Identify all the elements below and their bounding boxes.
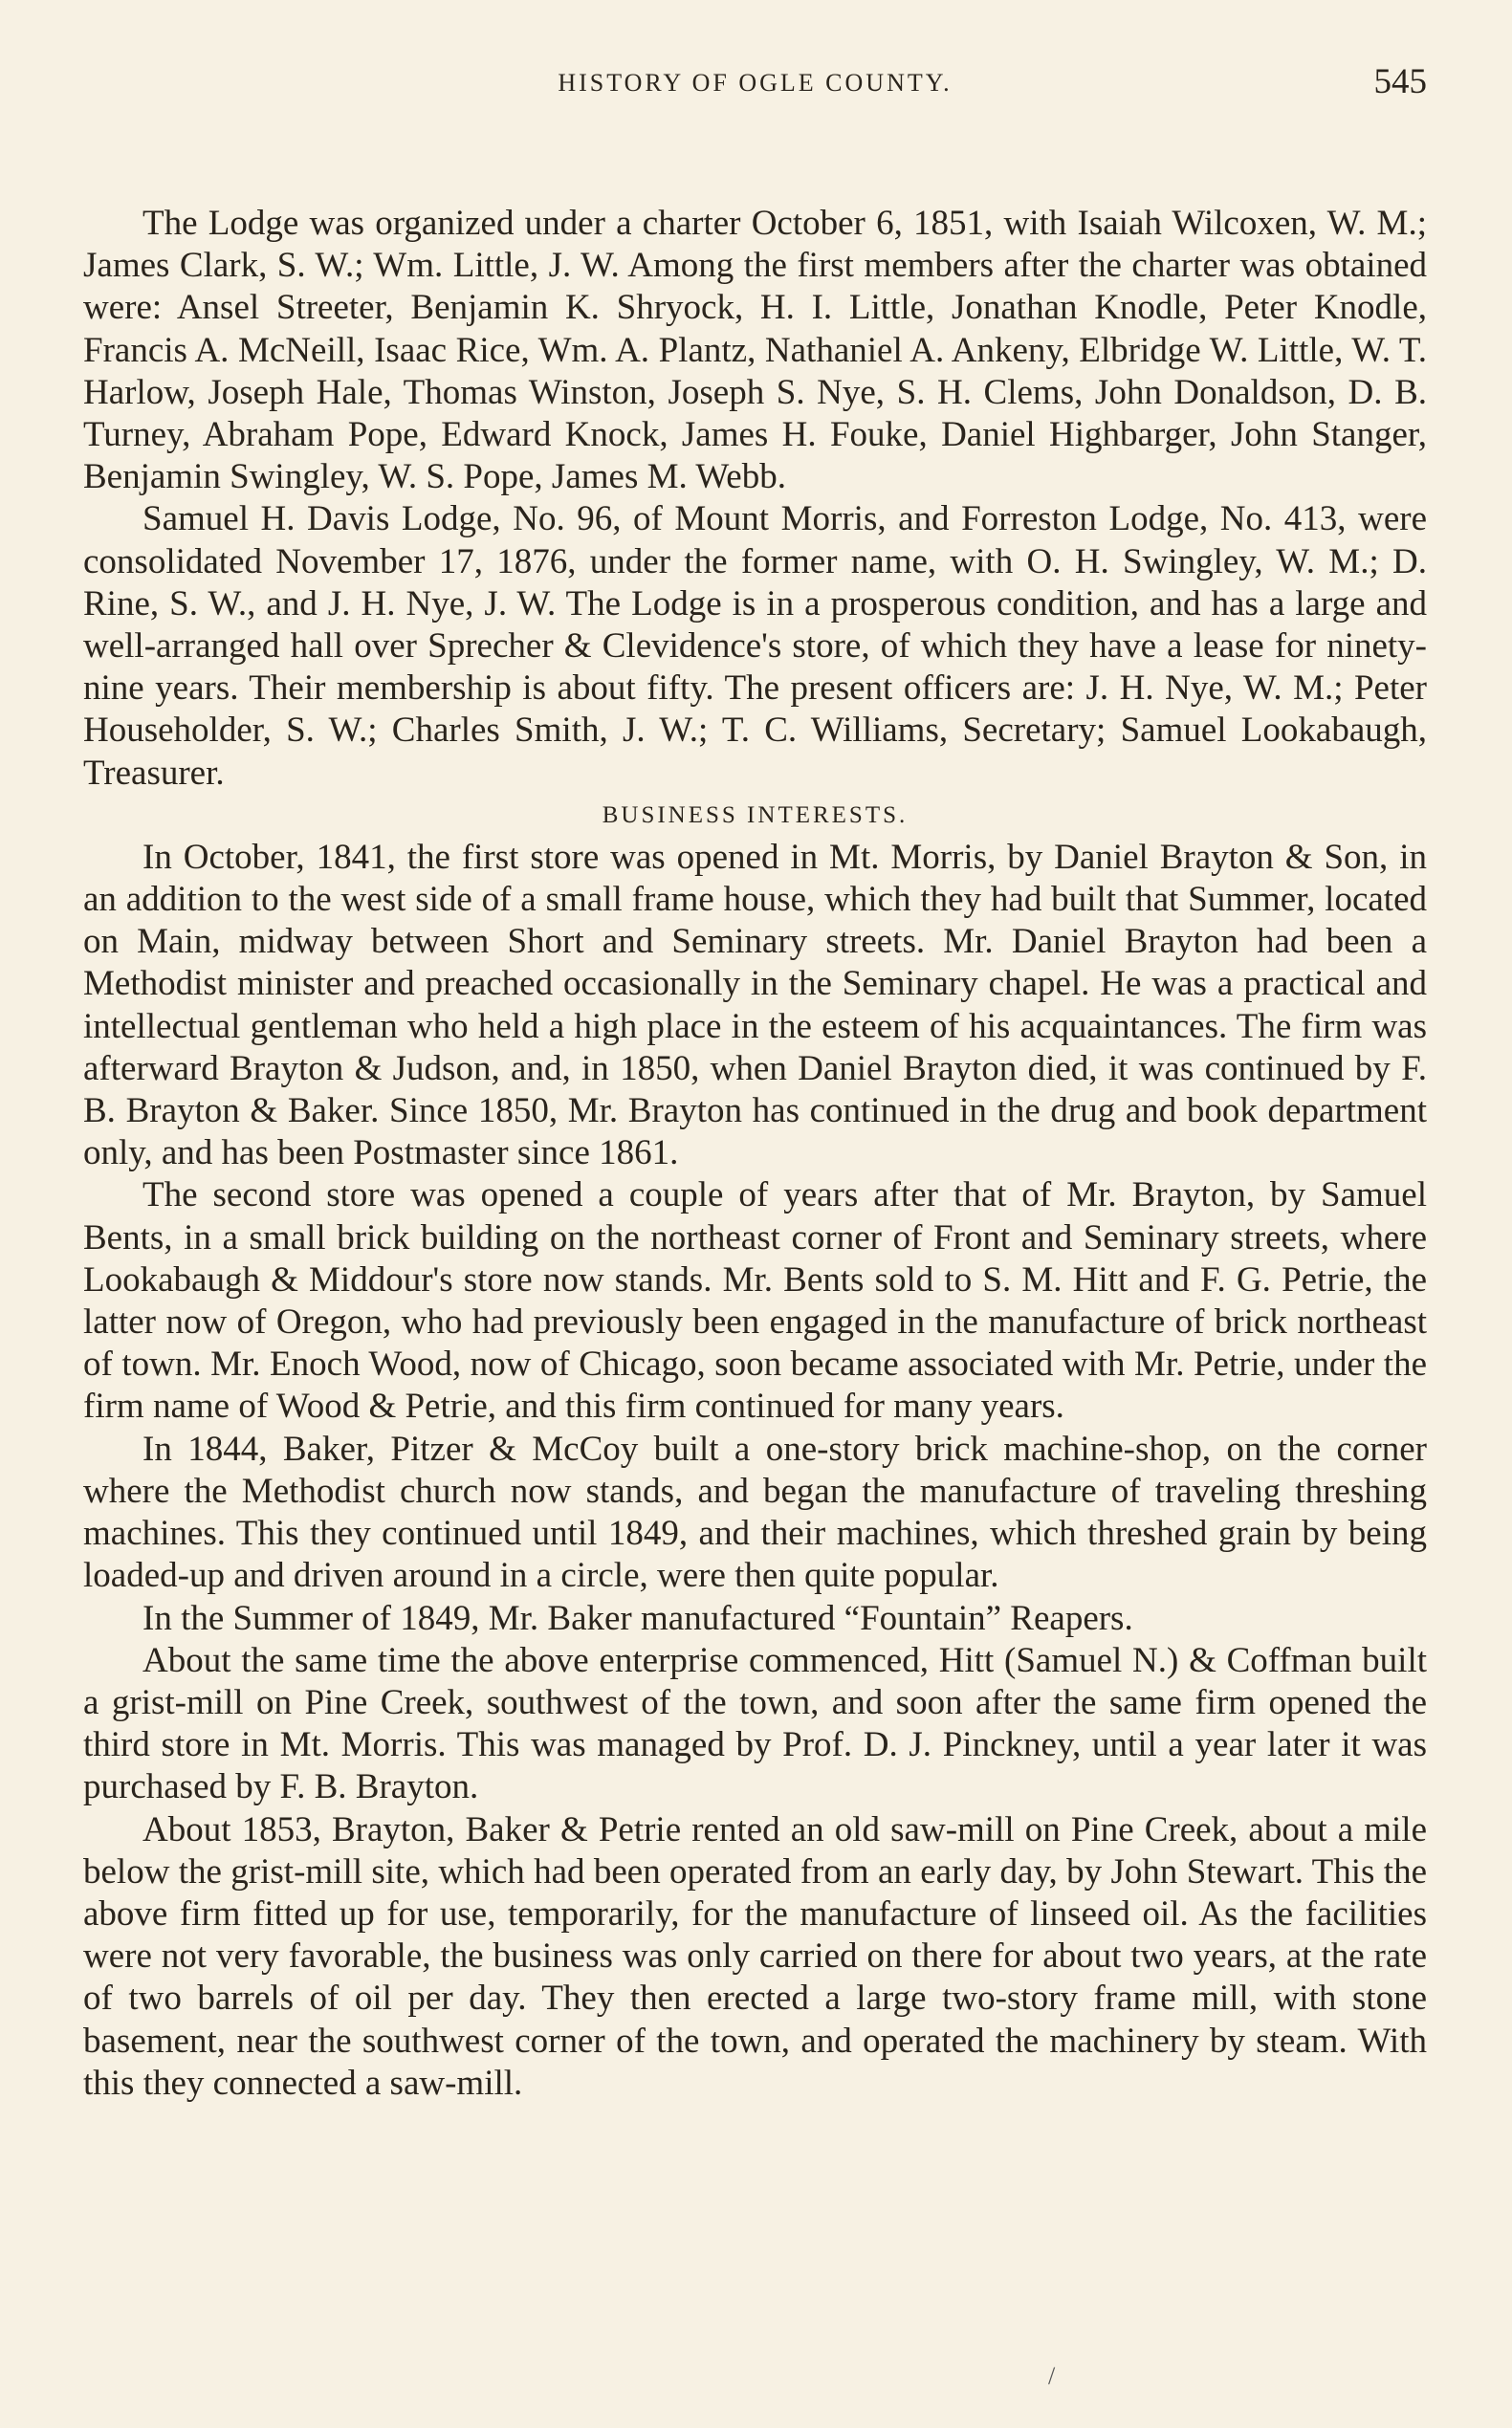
running-head: HISTORY OF OGLE COUNTY.: [558, 69, 953, 97]
section-heading: BUSINESS INTERESTS.: [602, 801, 909, 828]
paragraph-second-store: The second store was opened a couple of years after that of Mr. Brayton, by Samuel Bents, in a small brick building on the northeast corner of Front and Seminary streets, where Lookabaugh & Middour's store now stands. Mr. Bents sold to S. M. Hitt and F. G. Petrie, the latter now of Oregon, who had previously been engaged in the manufacture of brick northeast of town. Mr. Enoch Wood, now of Chicago, soon became associated with Mr. Petrie, under the firm name of Wood & Petrie, and this firm continued for many years.: [83, 1175, 1427, 1427]
page-number: 545: [1373, 62, 1427, 101]
body-text: [83, 203, 1427, 2105]
book-page: [83, 59, 1427, 2105]
paragraph-lodge-charter: The Lodge was organized under a charter October 6, 1851, with Isaiah Wilcoxen, W. M.; James Clark, S. W.; Wm. Little, J. W. Among the first members after the charter was obtained were: Ansel Streeter, Benjamin K. Shryock, H. I. Little, Jonathan Knodle, Peter Knodle, Francis A. McNeill, Isaac Rice, Wm. A. Plantz, Nathaniel A. Ankeny, Elbridge W. Little, W. T. Harlow, Joseph Hale, Thomas Winston, Joseph S. Nye, S. H. Clems, John Donaldson, D. B. Turney, Abraham Pope, Edward Knock, James H. Fouke, Daniel Highbarger, John Stanger, Benjamin Swingley, W. S. Pope, James M. Webb.: [83, 204, 1427, 497]
paragraph-reapers: In the Summer of 1849, Mr. Baker manufactured “Fountain” Reapers.: [142, 1598, 1133, 1638]
paragraph-linseed-oil: About 1853, Brayton, Baker & Petrie rented an old saw-mill on Pine Creek, about a mile below the grist-mill site, which had been operated from an early day, by John Stewart. This the above firm fitted up for use, temporarily, for the manufacture of linseed oil. As the facilities were not very favorable, the business was only carried on there for about two years, at the rate of two barrels of oil per day. They then erected a large two-story frame mill, with stone basement, near the southwest corner of the town, and operated the machinery by steam. With this they connected a saw-mill.: [83, 1809, 1427, 2103]
paragraph-lodge-consolidation: Samuel H. Davis Lodge, No. 96, of Mount Morris, and Forreston Lodge, No. 413, were consolidated November 17, 1876, under the former name, with O. H. Swingley, W. M.; D. Rine, S. W., and J. H. Nye, J. W. The Lodge is in a prosperous condition, and has a large and well-arranged hall over Sprecher & Clevidence's store, of which they have a lease for ninety-nine years. Their membership is about fifty. The present officers are: J. H. Nye, W. M.; Peter Householder, S. W.; Charles Smith, J. W.; T. C. Williams, Secretary; Samuel Lookabaugh, Treasurer.: [83, 499, 1427, 793]
paragraph-machine-shop: In 1844, Baker, Pitzer & McCoy built a one-story brick machine-shop, on the corner where the Methodist church now stands, and began the manufacture of traveling threshing machines. This they continued until 1849, and their machines, which threshed grain by being loaded-up and driven around in a circle, were then quite popular.: [83, 1429, 1427, 1596]
paragraph-first-store: In October, 1841, the first store was opened in Mt. Morris, by Daniel Brayton & Son, in an addition to the west side of a small frame house, which they had built that Summer, located on Main, midway between Short and Seminary streets. Mr. Daniel Brayton had been a Methodist minister and preached occasionally in the Seminary chapel. He was a practical and intellectual gentleman who held a high place in the esteem of his acquaintances. The firm was afterward Brayton & Judson, and, in 1850, when Daniel Brayton died, it was continued by F. B. Brayton & Baker. Since 1850, Mr. Brayton has continued in the drug and book department only, and has been Postmaster since 1861.: [83, 837, 1427, 1173]
stray-mark: /: [1048, 2362, 1056, 2390]
page-header: [83, 59, 1427, 117]
paragraph-grist-mill: About the same time the above enterprise commenced, Hitt (Samuel N.) & Coffman built a grist-mill on Pine Creek, southwest of the town, and soon after the same firm opened the third store in Mt. Morris. This was managed by Prof. D. J. Pinckney, until a year later it was purchased by F. B. Brayton.: [83, 1640, 1427, 1807]
